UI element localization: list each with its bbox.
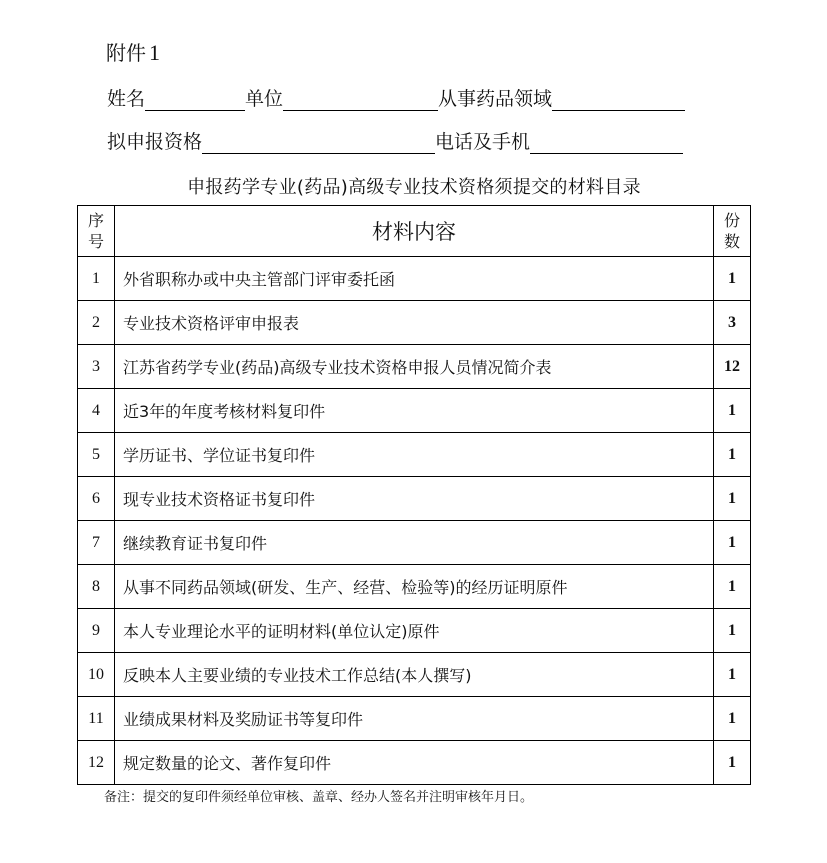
table-row — [78, 609, 751, 653]
row-copies: 1 — [714, 741, 751, 785]
row-copies: 1 — [714, 653, 751, 697]
table-row — [78, 697, 751, 741]
attachment-label — [106, 37, 160, 66]
row-no: 5 — [78, 433, 115, 477]
name-label: 姓名 — [107, 88, 146, 110]
document-title: 申报药学专业(药品)高级专业技术资格须提交的材料目录 — [187, 177, 641, 198]
attachment-text: 附件 — [106, 41, 146, 65]
row-copies: 1 — [714, 433, 751, 477]
header-copies — [714, 206, 751, 257]
attachment-number: 1 — [149, 40, 160, 65]
table-row — [78, 565, 751, 609]
row-no: 6 — [78, 477, 115, 521]
row-no: 3 — [78, 345, 115, 389]
row-copies: 1 — [714, 521, 751, 565]
form-line-2 — [107, 127, 683, 154]
unit-field[interactable] — [283, 92, 438, 111]
table-row — [78, 389, 751, 433]
table-row — [78, 257, 751, 301]
field-label: 从事药品领域 — [438, 88, 553, 110]
row-no: 4 — [78, 389, 115, 433]
row-copies: 1 — [714, 697, 751, 741]
row-content: 现专业技术资格证书复印件 — [115, 477, 714, 521]
row-no: 9 — [78, 609, 115, 653]
table-header-row — [78, 206, 751, 257]
row-no: 11 — [78, 697, 115, 741]
row-no: 12 — [78, 741, 115, 785]
row-content: 专业技术资格评审申报表 — [115, 301, 714, 345]
qualification-label: 拟申报资格 — [107, 131, 203, 153]
row-content: 从事不同药品领域(研发、生产、经营、检验等)的经历证明原件 — [115, 565, 714, 609]
row-content: 规定数量的论文、著作复印件 — [115, 741, 714, 785]
unit-label: 单位 — [245, 88, 284, 110]
header-no-text: 序 号 — [87, 211, 104, 251]
table-row — [78, 433, 751, 477]
row-no: 7 — [78, 521, 115, 565]
table-row — [78, 301, 751, 345]
table-row — [78, 741, 751, 785]
row-copies: 1 — [714, 257, 751, 301]
table-row — [78, 653, 751, 697]
row-content: 近3年的年度考核材料复印件 — [115, 389, 714, 433]
materials-table — [77, 205, 751, 785]
header-content: 材料内容 — [115, 206, 714, 257]
name-field[interactable] — [145, 92, 245, 111]
row-content: 业绩成果材料及奖励证书等复印件 — [115, 697, 714, 741]
row-no: 2 — [78, 301, 115, 345]
row-copies: 1 — [714, 477, 751, 521]
row-content: 反映本人主要业绩的专业技术工作总结(本人撰写) — [115, 653, 714, 697]
footnote: 备注：提交的复印件须经单位审核、盖章、经办人签名并注明审核年月日。 — [104, 790, 534, 805]
row-copies: 3 — [714, 301, 751, 345]
row-no: 8 — [78, 565, 115, 609]
header-no — [78, 206, 115, 257]
field-field[interactable] — [552, 92, 685, 111]
header-copies-text: 份 数 — [723, 211, 740, 251]
row-content: 本人专业理论水平的证明材料(单位认定)原件 — [115, 609, 714, 653]
row-copies: 1 — [714, 609, 751, 653]
row-no: 10 — [78, 653, 115, 697]
row-copies: 1 — [714, 389, 751, 433]
phone-label: 电话及手机 — [435, 131, 531, 153]
qualification-field[interactable] — [202, 135, 435, 154]
row-content: 江苏省药学专业(药品)高级专业技术资格申报人员情况简介表 — [115, 345, 714, 389]
row-content: 外省职称办或中央主管部门评审委托函 — [115, 257, 714, 301]
table-row — [78, 477, 751, 521]
table-row — [78, 345, 751, 389]
row-content: 学历证书、学位证书复印件 — [115, 433, 714, 477]
form-line-1 — [107, 84, 685, 111]
row-copies: 1 — [714, 565, 751, 609]
row-no: 1 — [78, 257, 115, 301]
table-row — [78, 521, 751, 565]
row-content: 继续教育证书复印件 — [115, 521, 714, 565]
row-copies: 12 — [714, 345, 751, 389]
phone-field[interactable] — [530, 135, 683, 154]
